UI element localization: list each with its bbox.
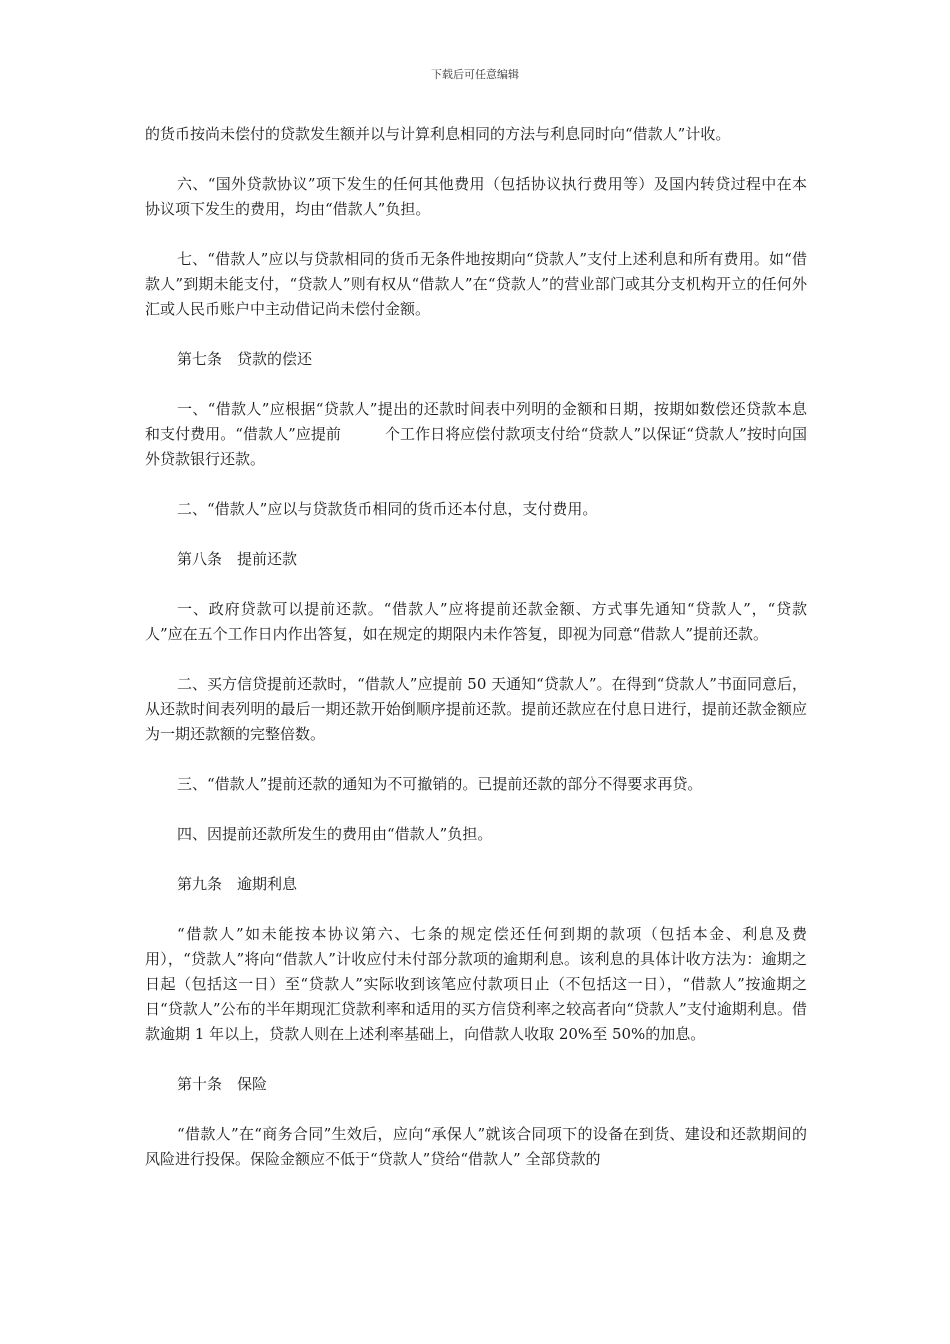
article-heading [145, 872, 807, 897]
paragraph: 二、买方信贷提前还款时，“借款人”应提前 50 天通知“贷款人”。在得到“贷款人”书面同意后，从还款时间表列明的最后一期还款开始倒顺序提前还款。提前还款应在付息日进行，提前还款金额应为一期还款额的完整倍数。 [145, 675, 807, 743]
paragraph: 三、“借款人”提前还款的通知为不可撤销的。已提前还款的部分不得要求再贷。 [177, 775, 703, 793]
article-number: 第十条 [177, 1075, 223, 1093]
paragraph: 的货币按尚未偿付的贷款发生额并以与计算利息相同的方法与利息同时向“借款人”计收。 [145, 125, 731, 143]
paragraph: 二、“借款人”应以与贷款货币相同的货币还本付息，支付费用。 [177, 500, 598, 518]
paragraph: 四、因提前还款所发生的费用由“借款人”负担。 [177, 825, 493, 843]
article-title: 保险 [237, 1075, 268, 1093]
article-number: 第九条 [177, 875, 223, 893]
article-number: 第七条 [177, 350, 223, 368]
article-title: 贷款的偿还 [237, 350, 313, 368]
article-heading [145, 1072, 807, 1097]
article-heading [145, 347, 807, 372]
document-body [145, 122, 807, 1197]
page-header: 下载后可任意编辑 [431, 68, 519, 81]
paragraph-text: 个工作日将应偿付款项支付给“贷款人”以保证“贷款人”按时向国外贷款银行还款。 [145, 425, 807, 468]
paragraph: “借款人”如未能按本协议第六、七条的规定偿还任何到期的款项（包括本金、利息及费用），“贷款人”将向“借款人”计收应付未付部分款项的逾期利息。该利息的具体计收方法为：逾期之日起（包括这一日）至“贷款人”实际收到该笔应付款项日止（不包括这一日），“借款人”按逾期之日“贷款人”公布的半年期现汇贷款利率和适用的买方信贷利率之较高者向“贷款人”支付逾期利息。借款逾期 1 年以上，贷款人则在上述利率基础上，向借款人收取 20%至 50%的加息。 [145, 925, 807, 1043]
paragraph-text: 一、“借款人”应根据“贷款人”提出的还款时间表中列明的金额和日期，按期如数偿还贷款本息和支付费用。“借款人”应提前 [145, 400, 807, 443]
article-heading [145, 547, 807, 572]
article-number: 第八条 [177, 550, 223, 568]
paragraph: 一、政府贷款可以提前还款。“借款人”应将提前还款金额、方式事先通知“贷款人”，“贷款人”应在五个工作日内作出答复，如在规定的期限内未作答复，即视为同意“借款人”提前还款。 [145, 600, 807, 643]
paragraph: 七、“借款人”应以与贷款相同的货币无条件地按期向“贷款人”支付上述利息和所有费用。如“借款人”到期未能支付，“贷款人”则有权从“借款人”在“贷款人”的营业部门或其分支机构开立的任何外汇或人民币账户中主动借记尚未偿付金额。 [145, 250, 807, 318]
paragraph: 六、“国外贷款协议”项下发生的任何其他费用（包括协议执行费用等）及国内转贷过程中在本协议项下发生的费用，均由“借款人”负担。 [145, 175, 807, 218]
paragraph [145, 397, 807, 472]
paragraph: “借款人”在“商务合同”生效后，应向“承保人”就该合同项下的设备在到货、建设和还款期间的风险进行投保。保险金额应不低于“贷款人”贷给“借款人” 全部贷款的 [145, 1125, 807, 1168]
article-title: 逾期利息 [237, 875, 298, 893]
article-title: 提前还款 [237, 550, 298, 568]
